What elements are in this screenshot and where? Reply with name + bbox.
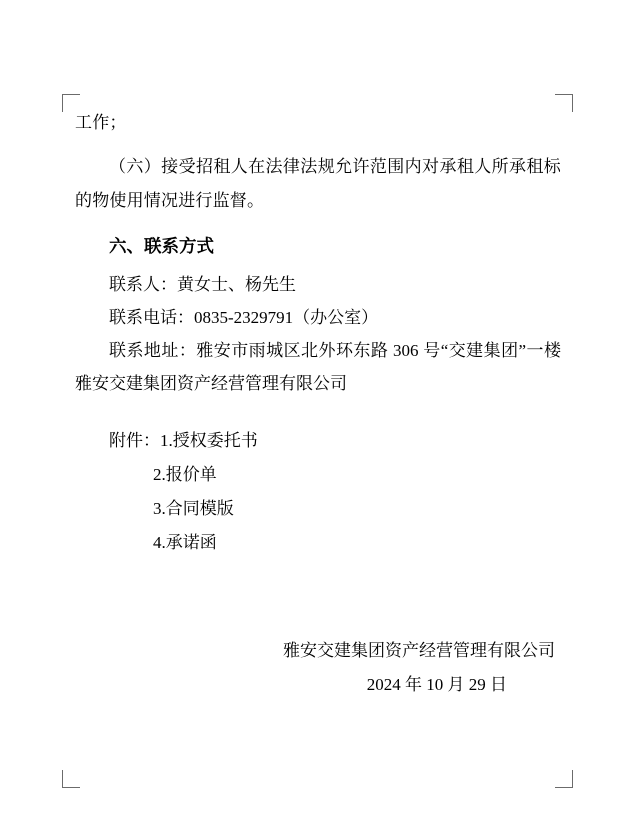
- continued-text: 工作；: [75, 113, 127, 132]
- contact-person: 联系人：黄女士、杨先生: [109, 275, 296, 294]
- section-heading-contact: 六、联系方式: [109, 236, 214, 256]
- attachment-item-1: 附件：1.授权委托书: [109, 431, 258, 450]
- crop-mark-bottom-left: [62, 770, 80, 788]
- attachments-block: [75, 424, 561, 560]
- signature-organization: 雅安交建集团资产经营管理有限公司: [283, 641, 555, 660]
- contact-address: 联系地址：雅安市雨城区北外环东路 306 号“交建集团”一楼雅安交建集团资产经营管理有限公司: [75, 341, 561, 393]
- contact-phone: 联系电话：0835-2329791（办公室）: [109, 308, 379, 327]
- signature-date: 2024 年 10 月 29 日: [366, 675, 507, 694]
- signature-block: [75, 634, 561, 702]
- attachment-item-2: 2.报价单: [153, 465, 217, 484]
- clause-six-paragraph: （六）接受招租人在法律法规允许范围内对承租人所承租标的物使用情况进行监督。: [75, 157, 561, 210]
- attachment-item-3: 3.合同模版: [153, 499, 234, 518]
- crop-mark-bottom-right: [555, 770, 573, 788]
- document-body: [75, 106, 561, 702]
- attachment-item-4: 4.承诺函: [153, 533, 217, 552]
